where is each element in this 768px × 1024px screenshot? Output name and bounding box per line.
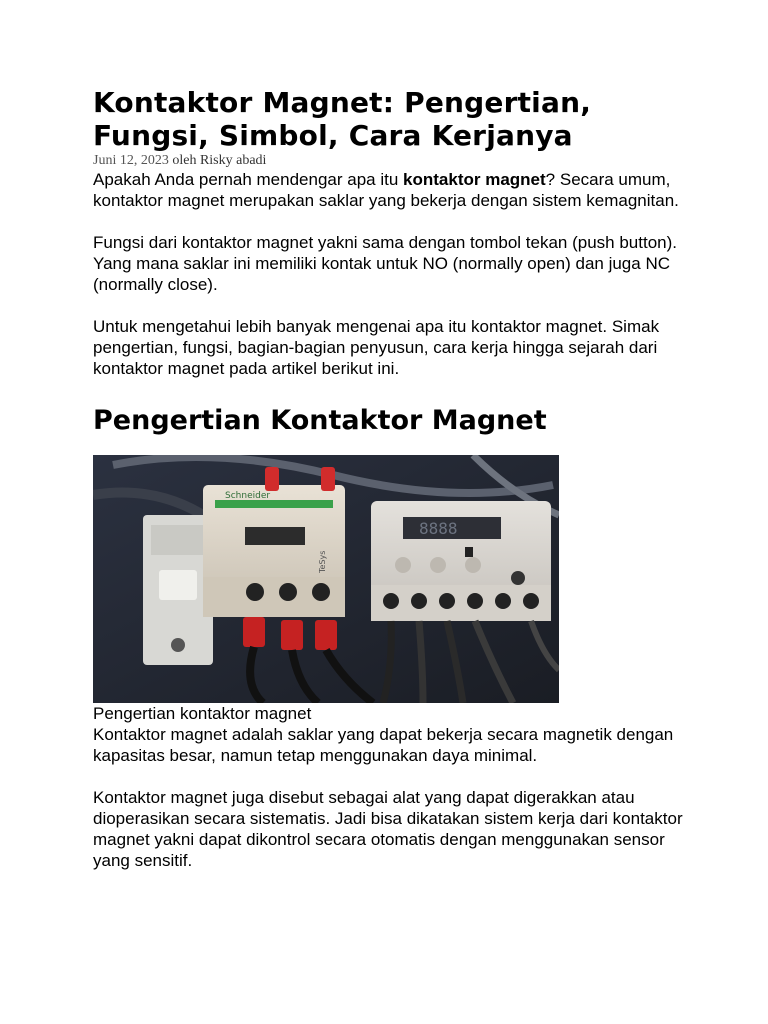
section-heading-pengertian: Pengertian Kontaktor Magnet — [93, 405, 547, 436]
paragraph-definisi: Kontaktor magnet adalah saklar yang dapat bekerja secara magnetik dengan kapasitas besar, namun tetap menggunakan daya minimal. — [93, 725, 674, 765]
photo-brand-label: Schneider — [225, 491, 271, 501]
post-date[interactable]: Juni 12, 2023 — [93, 153, 169, 168]
intro-paragraph — [93, 169, 693, 211]
intro-text-start: Apakah Anda pernah mendengar apa itu — [93, 170, 404, 189]
image-caption: Pengertian kontaktor magnet — [93, 704, 312, 723]
intro-text-end: ? Secara umum, kontaktor magnet merupakan saklar yang bekerja dengan sistem kemagnitan. — [93, 170, 679, 210]
photo-relay-display: 8888 — [419, 519, 458, 538]
intro-bold-term: kontaktor magnet — [403, 170, 546, 189]
author-link[interactable]: Risky abadi — [199, 153, 267, 168]
paragraph-fungsi: Fungsi dari kontaktor magnet yakni sama dengan tombol tekan (push button). Yang mana saklar ini memiliki kontak untuk NO (normally open) dan juga NC (normally close). — [93, 233, 678, 294]
article-title: Kontaktor Magnet: Pengertian, Fungsi, Simbol, Cara Kerjanya — [93, 86, 592, 152]
paragraph-sistematis: Kontaktor magnet juga disebut sebagai alat yang dapat digerakkan atau dioperasikan secara sistematis. Jadi bisa dikatakan sistem kerja dari kontaktor magnet yakni dapat dikontrol secara otomatis dengan menggunakan sensor yang sensitif. — [93, 788, 683, 870]
contactor-photo — [93, 455, 559, 703]
article-meta — [93, 153, 693, 169]
article — [93, 86, 693, 871]
photo-model-label: TeSys — [318, 550, 327, 573]
byline-prefix: oleh — [172, 153, 197, 168]
paragraph-simak: Untuk mengetahui lebih banyak mengenai apa itu kontaktor magnet. Simak pengertian, fungsi, bagian-bagian penyusun, cara kerja hingga sejarah dari kontaktor magnet pada artikel berikut ini. — [93, 317, 660, 378]
